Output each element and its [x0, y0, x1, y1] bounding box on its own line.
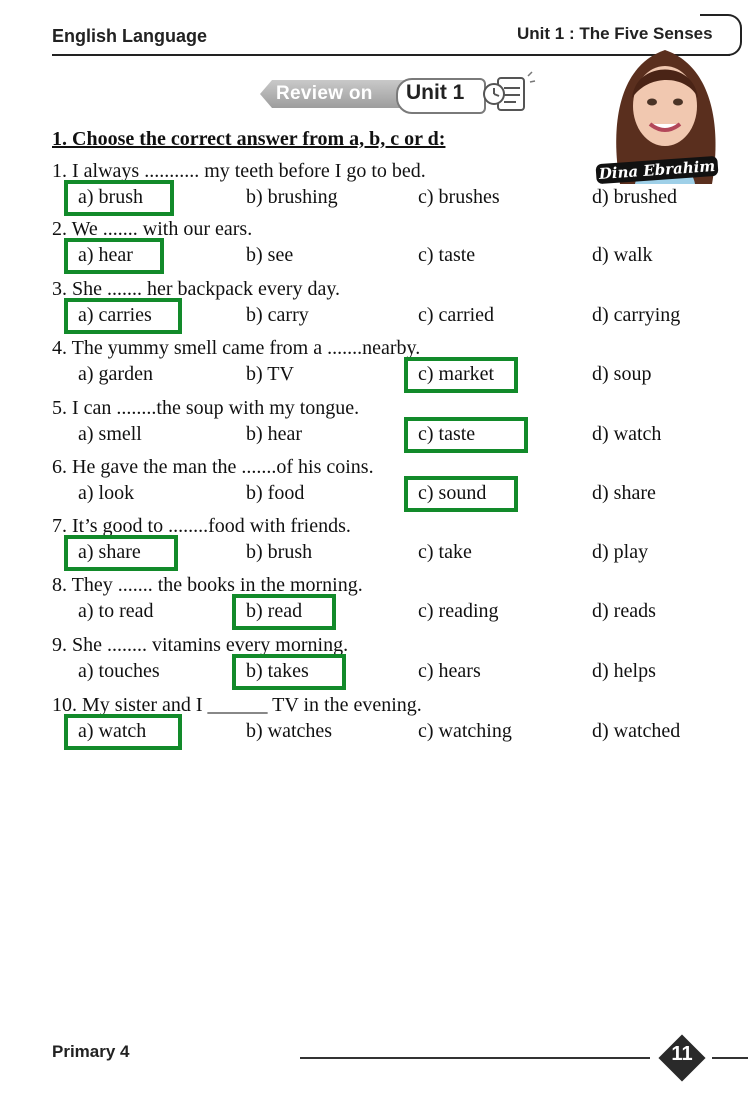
question-1-option-a[interactable]: a) brush	[78, 186, 143, 208]
question-10-option-b[interactable]: b) watches	[246, 720, 333, 742]
review-banner	[260, 76, 532, 112]
question-7-option-d[interactable]: d) play	[592, 541, 649, 563]
answer-highlight-box	[404, 417, 528, 453]
question-1-option-c[interactable]: c) brushes	[418, 186, 500, 208]
question-7: 7. It’s good to ........food with friends.	[52, 515, 351, 537]
question-8-option-b[interactable]: b) read	[246, 600, 303, 622]
question-6-option-a[interactable]: a) look	[78, 482, 135, 504]
clipboard-clock-icon	[480, 70, 536, 116]
question-5-option-d[interactable]: d) watch	[592, 423, 662, 445]
banner-unit-label: Unit 1	[406, 81, 465, 104]
answer-highlight-box	[404, 357, 518, 393]
header-subject: English Language	[52, 26, 208, 46]
answer-highlight-box	[232, 594, 336, 630]
answer-highlight-box	[64, 238, 164, 274]
answer-highlight-box	[232, 654, 346, 690]
question-2-option-a[interactable]: a) hear	[78, 244, 133, 266]
author-name: Dina Ebrahim	[595, 156, 718, 184]
question-5-option-b[interactable]: b) hear	[246, 423, 303, 445]
header-unit: Unit 1 : The Five Senses	[517, 24, 713, 43]
question-4-option-d[interactable]: d) soup	[592, 363, 652, 385]
question-6: 6. He gave the man the .......of his coins.	[52, 456, 374, 478]
question-7-option-a[interactable]: a) share	[78, 541, 141, 563]
answer-highlight-box	[404, 476, 518, 512]
question-8-option-a[interactable]: a) to read	[78, 600, 154, 622]
question-4-option-b[interactable]: b) TV	[246, 363, 294, 385]
answer-highlight-box	[64, 298, 182, 334]
question-5-option-a[interactable]: a) smell	[78, 423, 142, 445]
question-2-option-d[interactable]: d) walk	[592, 244, 653, 266]
question-9-option-c[interactable]: c) hears	[418, 660, 481, 682]
question-9-option-d[interactable]: d) helps	[592, 660, 656, 682]
question-1-option-d[interactable]: d) brushed	[592, 186, 677, 208]
question-8-option-d[interactable]: d) reads	[592, 600, 656, 622]
page-number: 11	[671, 1043, 693, 1065]
question-5-option-c[interactable]: c) taste	[418, 423, 476, 445]
instruction-heading: 1. Choose the correct answer from a, b, c or d:	[52, 128, 446, 150]
question-2-option-c[interactable]: c) taste	[418, 244, 476, 266]
question-8: 8. They ....... the books in the morning.	[52, 574, 363, 596]
question-7-option-c[interactable]: c) take	[418, 541, 472, 563]
question-5: 5. I can ........the soup with my tongue.	[52, 397, 360, 419]
question-6-option-d[interactable]: d) share	[592, 482, 656, 504]
question-4-option-a[interactable]: a) garden	[78, 363, 153, 385]
question-9: 9. She ........ vitamins every morning.	[52, 634, 349, 656]
question-10: 10. My sister and I ______ TV in the evening.	[52, 694, 422, 716]
question-6-option-c[interactable]: c) sound	[418, 482, 487, 504]
question-3-option-d[interactable]: d) carrying	[592, 304, 681, 326]
question-2: 2. We ....... with our ears.	[52, 218, 253, 240]
question-7-option-b[interactable]: b) brush	[246, 541, 313, 563]
answer-highlight-box	[64, 535, 178, 571]
question-4: 4. The yummy smell came from a .......nearby.	[52, 337, 421, 359]
question-10-option-d[interactable]: d) watched	[592, 720, 681, 742]
footer-rule	[300, 1057, 650, 1059]
question-1: 1. I always ........... my teeth before I go to bed.	[52, 160, 426, 182]
footer-rule-end	[712, 1057, 748, 1059]
question-3-option-b[interactable]: b) carry	[246, 304, 309, 326]
question-9-option-a[interactable]: a) touches	[78, 660, 160, 682]
question-10-option-a[interactable]: a) watch	[78, 720, 147, 742]
question-3: 3. She ....... her backpack every day.	[52, 278, 341, 300]
question-2-option-b[interactable]: b) see	[246, 244, 294, 266]
question-3-option-c[interactable]: c) carried	[418, 304, 495, 326]
question-3-option-a[interactable]: a) carries	[78, 304, 152, 326]
answer-highlight-box	[64, 714, 182, 750]
footer-level: Primary 4	[52, 1042, 130, 1061]
question-8-option-c[interactable]: c) reading	[418, 600, 499, 622]
banner-review-label: Review on	[276, 83, 373, 104]
question-1-option-b[interactable]: b) brushing	[246, 186, 338, 208]
answer-highlight-box	[64, 180, 174, 216]
question-6-option-b[interactable]: b) food	[246, 482, 305, 504]
question-4-option-c[interactable]: c) market	[418, 363, 495, 385]
question-10-option-c[interactable]: c) watching	[418, 720, 512, 742]
question-9-option-b[interactable]: b) takes	[246, 660, 309, 682]
